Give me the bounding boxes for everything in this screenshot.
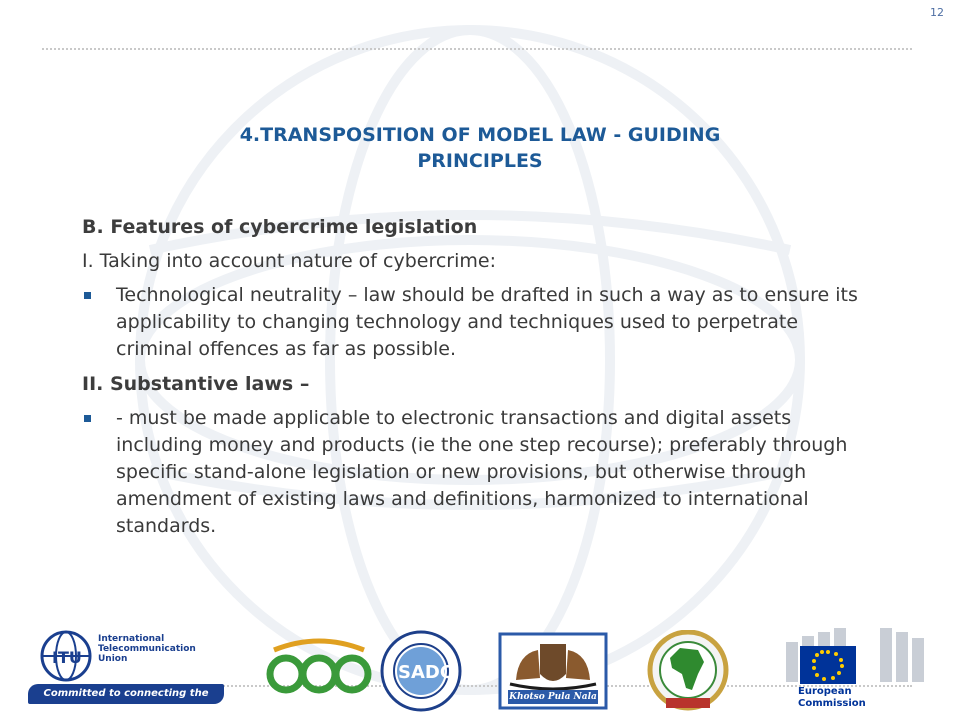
ec-name-line2: Commission bbox=[798, 698, 866, 709]
top-divider bbox=[42, 48, 912, 50]
itu-tagline: Committed to connecting the world bbox=[43, 688, 209, 719]
itu-tagline-banner bbox=[28, 684, 224, 719]
itu-name-line2: Telecommunication bbox=[98, 644, 196, 654]
sadc-logo bbox=[378, 630, 464, 712]
slide-title: 4.TRANSPOSITION OF MODEL LAW - GUIDING PRINCIPLES bbox=[239, 124, 721, 172]
sadc-emblem-icon bbox=[378, 630, 464, 712]
svg-text:SADC: SADC bbox=[398, 662, 454, 683]
section-heading-ii: II. Substantive laws – bbox=[82, 373, 310, 395]
section-heading-b: B. Features of cybercrime legislation bbox=[82, 216, 478, 238]
african-union-logo bbox=[640, 630, 736, 712]
bullet-text: Technological neutrality – law should be drafted in such a way as to ensure its applicability to changing technology and techniques used to perpetrate criminal offences as far as possible. bbox=[116, 284, 858, 360]
european-commission-logo bbox=[776, 624, 936, 716]
itu-name-line3: Union bbox=[98, 654, 128, 664]
african-union-emblem-icon bbox=[640, 630, 736, 712]
svg-text:ITU: ITU bbox=[52, 648, 82, 667]
lesotho-logo bbox=[498, 632, 608, 710]
bullet-item bbox=[82, 282, 872, 363]
logo-strip bbox=[0, 620, 960, 720]
itu-name-line1: International bbox=[98, 634, 165, 644]
square-bullet-icon bbox=[84, 292, 91, 299]
slide-content bbox=[82, 214, 872, 548]
bullet-text: - must be made applicable to electronic transactions and digital assets including money and products (ie the one step recourse); preferably through specific stand-alone legislation or new provisions, but otherwise through amendment of existing laws and definitions, harmonized to international standards. bbox=[116, 407, 848, 537]
page-number: 12 bbox=[930, 6, 944, 19]
ec-name-line1: European bbox=[798, 686, 852, 697]
ec-building-icon bbox=[776, 624, 936, 684]
point-i: I. Taking into account nature of cybercrime: bbox=[82, 250, 497, 272]
square-bullet-icon bbox=[84, 415, 91, 422]
itu-logo bbox=[28, 626, 228, 719]
bullet-item bbox=[82, 405, 872, 540]
acp-emblem-icon bbox=[266, 636, 372, 702]
acp-logo bbox=[266, 636, 372, 702]
lesotho-motto: Khotso Pula Nala bbox=[509, 692, 597, 702]
